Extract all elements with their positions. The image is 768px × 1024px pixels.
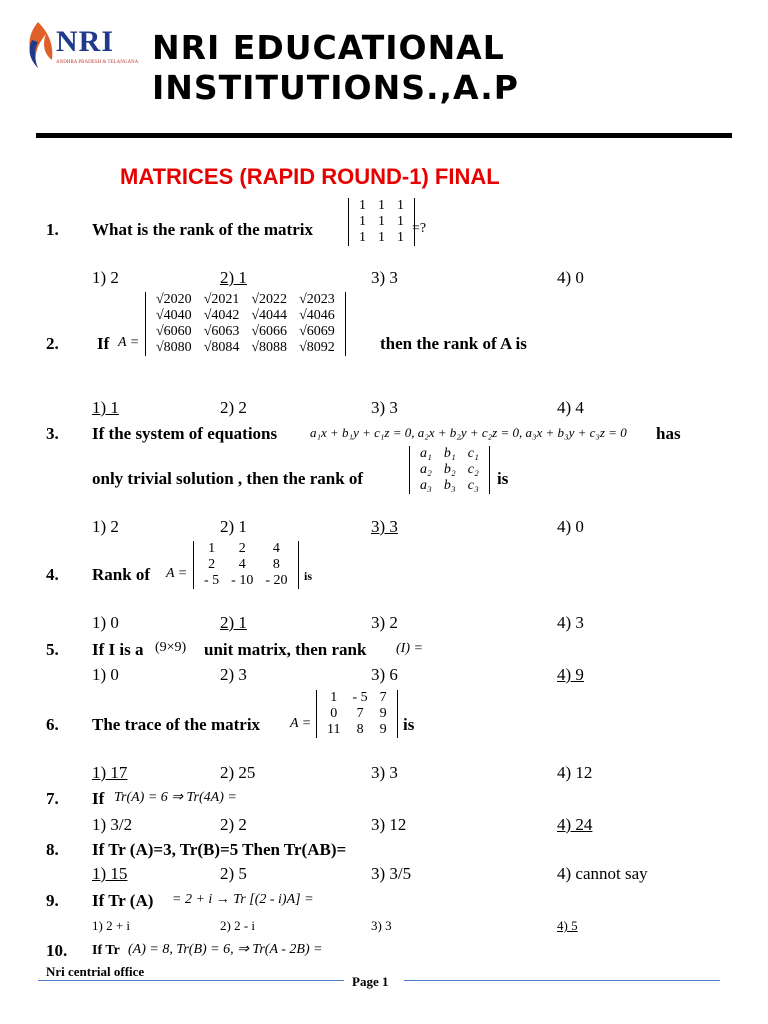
- matrix-cell: 1: [397, 198, 404, 213]
- matrix-cell: 0: [330, 706, 338, 721]
- option: 4) 0: [557, 517, 584, 536]
- question-text: If the system of equations: [92, 424, 278, 443]
- flame-icon: [24, 20, 56, 70]
- option: 3) 3: [371, 398, 398, 417]
- option: 4) 12: [557, 763, 593, 782]
- page-subtitle: MATRICES (RAPID ROUND-1) FINAL: [120, 164, 500, 189]
- option: 3) 3: [371, 268, 398, 287]
- matrix-cell: √8080: [156, 340, 192, 355]
- question-text: If Tr: [92, 943, 120, 958]
- option-correct: 4) 9: [557, 665, 584, 684]
- option: 4) 3: [557, 613, 584, 632]
- matrix-cell: √2021: [203, 292, 240, 307]
- matrix-cell: a₃: [420, 478, 432, 493]
- math-expression: (9×9): [155, 640, 187, 655]
- matrix-cell: 1: [330, 690, 338, 705]
- question-number: 10.: [46, 941, 68, 960]
- option: 2) 5: [220, 864, 247, 883]
- option: 3) 2: [371, 613, 398, 632]
- matrix-cell: √8084: [203, 340, 240, 355]
- option-correct: 2) 1: [220, 613, 247, 632]
- option: 4) 4: [557, 398, 584, 417]
- option: 3) 6: [371, 665, 398, 684]
- matrix-cell: √4046: [299, 308, 335, 323]
- matrix-cell: 7: [356, 706, 364, 721]
- matrix-cell: √2020: [156, 292, 192, 307]
- matrix-cell: 4: [238, 557, 246, 572]
- option: 1) 2: [92, 268, 119, 287]
- option: 2) 25: [220, 763, 256, 782]
- matrix-cell: c₁: [467, 446, 479, 461]
- question-text: If: [92, 789, 105, 808]
- question-text: is: [497, 469, 509, 488]
- question-number: 6.: [46, 715, 59, 734]
- logo-tagline: ANDHRA PRADESH & TELANGANA: [56, 60, 139, 65]
- question-number: 8.: [46, 840, 59, 859]
- question-text: only trivial solution , then the rank of: [92, 469, 364, 488]
- matrix-cell: √6063: [203, 324, 240, 339]
- option: 2) 2 - i: [220, 918, 256, 933]
- option: 2) 2: [220, 815, 247, 834]
- matrix-cell: c₃: [467, 478, 479, 493]
- question-text: If Tr (A): [92, 891, 154, 910]
- math-expression: A =: [166, 566, 188, 581]
- matrix: [193, 541, 299, 589]
- option: 1) 0: [92, 665, 119, 684]
- option-correct: 4) 24: [557, 815, 593, 834]
- matrix-cell: √4040: [156, 308, 192, 323]
- matrix-cell: 1: [378, 230, 385, 245]
- matrix: [316, 690, 398, 738]
- option-correct: 2) 1: [220, 268, 247, 287]
- option-correct: 1) 1: [92, 398, 119, 417]
- footer-office: Nri centrial office: [46, 964, 145, 979]
- matrix-cell: - 20: [265, 573, 288, 588]
- question-number: 2.: [46, 334, 59, 353]
- question-text: has: [656, 424, 681, 443]
- matrix-cell: 8: [356, 722, 364, 737]
- option-correct: 1) 17: [92, 763, 128, 782]
- matrix-cell: √2022: [251, 292, 288, 307]
- question-text: is: [403, 715, 415, 734]
- matrix: [145, 292, 346, 356]
- matrix-cell: - 5: [352, 690, 368, 705]
- matrix-cell: 1: [397, 214, 404, 229]
- matrix-cell: a₁: [420, 446, 432, 461]
- matrix-cell: 7: [379, 690, 387, 705]
- option: 2) 1: [220, 517, 247, 536]
- matrix-cell: √8088: [251, 340, 288, 355]
- question-text: If Tr (A)=3, Tr(B)=5 Then Tr(AB)=: [92, 840, 347, 859]
- matrix-cell: √6069: [299, 324, 335, 339]
- option: 1) 3/2: [92, 815, 133, 834]
- option: 3) 12: [371, 815, 407, 834]
- matrix-cell: 4: [272, 541, 280, 556]
- option: 4) cannot say: [557, 864, 648, 883]
- page-number: Page 1: [352, 974, 389, 989]
- question-number: 3.: [46, 424, 59, 443]
- option: 4) 0: [557, 268, 584, 287]
- question-text: If: [97, 334, 110, 353]
- question-number: 9.: [46, 891, 59, 910]
- math-expression: A =: [118, 335, 140, 350]
- option: 3) 3/5: [371, 864, 412, 883]
- option: 2) 3: [220, 665, 247, 684]
- matrix-cell: a₂: [420, 462, 432, 477]
- question-number: 4.: [46, 565, 59, 584]
- matrix-cell: - 10: [231, 573, 254, 588]
- math-expression: (I) =: [396, 641, 423, 656]
- matrix-cell: 9: [379, 706, 387, 721]
- logo-text: NRI: [56, 25, 115, 58]
- question-number: 1.: [46, 220, 59, 239]
- question-text: unit matrix, then rank: [204, 640, 367, 659]
- question-text: The trace of the matrix: [92, 715, 261, 734]
- math-expression: =?: [412, 221, 427, 236]
- title-line-1: NRI EDUCATIONAL: [152, 28, 505, 67]
- matrix-cell: √4042: [203, 308, 240, 323]
- matrix-cell: √4044: [251, 308, 288, 323]
- matrix-cell: 1: [359, 198, 366, 213]
- question-text: If I is a: [92, 640, 144, 659]
- footer-rule-left: [38, 980, 344, 981]
- matrix-cell: b₂: [443, 462, 456, 477]
- question-text: Rank of: [92, 565, 151, 584]
- math-expression: Tr(A) = 6 ⇒ Tr(4A) =: [114, 790, 237, 805]
- matrix-cell: 2: [238, 541, 246, 556]
- title-line-2: INSTITUTIONS.,A.P: [152, 68, 519, 107]
- matrix-cell: - 5: [204, 573, 220, 588]
- matrix-cell: 9: [379, 722, 387, 737]
- matrix-cell: √6060: [156, 324, 192, 339]
- nri-logo: [24, 20, 144, 70]
- option: 1) 2 + i: [92, 918, 131, 933]
- matrix-cell: 2: [208, 557, 216, 572]
- matrix-cell: √8092: [299, 340, 335, 355]
- option: 3) 3: [371, 918, 392, 933]
- option: 2) 2: [220, 398, 247, 417]
- matrix-cell: 1: [359, 214, 366, 229]
- math-expression: (A) = 8, Tr(B) = 6, ⇒ Tr(A - 2B) =: [128, 942, 323, 957]
- matrix: [409, 446, 490, 494]
- matrix: [348, 198, 415, 246]
- system-of-equations: a₁x + b₁y + c₁z = 0, a₂x + b₂y + c₂z = 0, a₃x + b₃y + c₃z = 0: [310, 425, 627, 440]
- matrix-cell: 1: [378, 198, 385, 213]
- matrix-cell: 1: [397, 230, 404, 245]
- option-correct: 4) 5: [557, 918, 578, 933]
- matrix-cell: 1: [359, 230, 366, 245]
- question-text: is: [304, 569, 313, 583]
- matrix-cell: 8: [272, 557, 280, 572]
- matrix-cell: √2023: [299, 292, 335, 307]
- question-text: then the rank of A is: [380, 334, 527, 353]
- header-divider: [36, 133, 732, 138]
- question-text: What is the rank of the matrix: [92, 220, 313, 239]
- option: 1) 2: [92, 517, 119, 536]
- option-correct: 3) 3: [371, 517, 398, 536]
- math-expression: A =: [290, 716, 312, 731]
- matrix-cell: 11: [327, 722, 341, 737]
- question-number: 5.: [46, 640, 59, 659]
- matrix-cell: c₂: [467, 462, 479, 477]
- question-number: 7.: [46, 789, 59, 808]
- math-expression: = 2 + i → Tr [(2 - i)A] =: [172, 892, 314, 907]
- footer-rule-right: [404, 980, 720, 981]
- matrix-cell: 1: [208, 541, 216, 556]
- option: 3) 3: [371, 763, 398, 782]
- matrix-cell: 1: [378, 214, 385, 229]
- matrix-cell: √6066: [251, 324, 288, 339]
- option: 1) 0: [92, 613, 119, 632]
- matrix-cell: b₁: [443, 446, 456, 461]
- matrix-cell: b₃: [443, 478, 456, 493]
- option-correct: 1) 15: [92, 864, 128, 883]
